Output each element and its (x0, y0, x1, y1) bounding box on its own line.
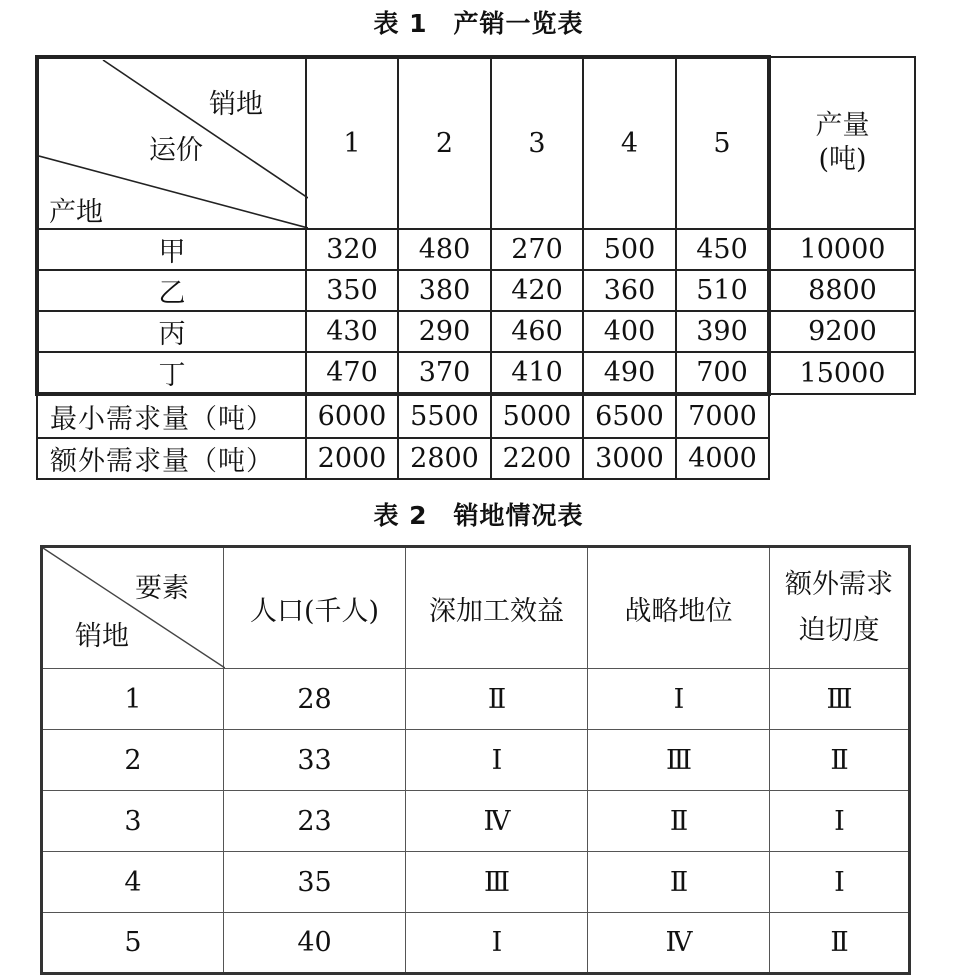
price-cell: 270 (491, 229, 583, 270)
site-cell: 5 (42, 913, 224, 974)
demand-cell: 5000 (491, 394, 583, 438)
table1-caption (0, 4, 957, 40)
population-cell: 35 (224, 852, 406, 913)
demand-cell: 2000 (306, 438, 398, 479)
origin-cell: 丙 (37, 311, 306, 352)
urgency-cell: Ⅲ (770, 669, 910, 730)
header-population: 人口(千人) (224, 547, 406, 669)
demand-cell: 5500 (398, 394, 491, 438)
price-cell: 700 (676, 352, 769, 394)
table1-caption-number: 表 1 (373, 9, 428, 38)
demand-cell: 4000 (676, 438, 769, 479)
origin-cell: 乙 (37, 270, 306, 311)
corner-label-factor: 要素 (135, 573, 189, 604)
price-cell: 370 (398, 352, 491, 394)
corner-label-site: 销地 (75, 621, 129, 652)
output-header-line1: 产量 (815, 110, 870, 141)
header-strategic-position: 战略地位 (588, 547, 770, 669)
site-cell: 2 (42, 730, 224, 791)
corner-label-origin: 产地 (49, 196, 103, 228)
table-row (37, 311, 915, 352)
processing-cell: Ⅰ (406, 730, 588, 791)
processing-cell: Ⅱ (406, 669, 588, 730)
table1-caption-title: 产销一览表 (453, 9, 584, 38)
price-cell: 380 (398, 270, 491, 311)
output-cell: 8800 (769, 270, 915, 311)
header-processing-benefit: 深加工效益 (406, 547, 588, 669)
table2-caption-number: 表 2 (373, 501, 428, 530)
output-header-line2: (吨) (818, 144, 867, 175)
output-cell: 9200 (769, 311, 915, 352)
price-cell: 290 (398, 311, 491, 352)
price-cell: 490 (583, 352, 676, 394)
site-cell: 3 (42, 791, 224, 852)
strategic-cell: Ⅳ (588, 913, 770, 974)
column-header: 2 (398, 57, 491, 229)
table-row (37, 229, 915, 270)
price-cell: 460 (491, 311, 583, 352)
price-cell: 470 (306, 352, 398, 394)
processing-cell: Ⅲ (406, 852, 588, 913)
table-row (42, 791, 910, 852)
demand-cell: 7000 (676, 394, 769, 438)
urgency-cell: Ⅱ (770, 913, 910, 974)
corner-label-freight: 运价 (149, 134, 203, 166)
demand-cell: 2200 (491, 438, 583, 479)
price-cell: 400 (583, 311, 676, 352)
corner-label-sales-site: 销地 (209, 88, 263, 120)
table-row (37, 352, 915, 394)
min-demand-label: 最小需求量（吨） (37, 394, 306, 438)
origin-cell: 丁 (37, 352, 306, 394)
price-cell: 390 (676, 311, 769, 352)
demand-cell: 6500 (583, 394, 676, 438)
urgency-cell: Ⅰ (770, 791, 910, 852)
price-cell: 430 (306, 311, 398, 352)
production-sales-table (35, 55, 916, 480)
demand-cell: 6000 (306, 394, 398, 438)
price-cell: 510 (676, 270, 769, 311)
price-cell: 450 (676, 229, 769, 270)
table-row (42, 852, 910, 913)
price-cell: 360 (583, 270, 676, 311)
extra-demand-label: 额外需求量（吨） (37, 438, 306, 479)
origin-cell: 甲 (37, 229, 306, 270)
empty-cell (769, 438, 915, 479)
corner-diagonal-header (42, 547, 224, 669)
table-row (42, 669, 910, 730)
header-urgency-line2: 迫切度 (798, 615, 880, 646)
price-cell: 420 (491, 270, 583, 311)
table-row (42, 730, 910, 791)
diagonal-line (43, 548, 225, 668)
price-cell: 500 (583, 229, 676, 270)
table2-caption-title: 销地情况表 (453, 501, 584, 530)
column-header: 4 (583, 57, 676, 229)
header-urgency-line1: 额外需求 (785, 569, 893, 600)
site-cell: 1 (42, 669, 224, 730)
strategic-cell: Ⅱ (588, 791, 770, 852)
header-urgency (770, 547, 910, 669)
population-cell: 23 (224, 791, 406, 852)
strategic-cell: Ⅱ (588, 852, 770, 913)
output-cell: 15000 (769, 352, 915, 394)
table2-caption (0, 496, 957, 532)
table-row (37, 270, 915, 311)
population-cell: 40 (224, 913, 406, 974)
price-cell: 320 (306, 229, 398, 270)
min-demand-row (37, 394, 915, 438)
sales-site-table (40, 545, 911, 975)
urgency-cell: Ⅰ (770, 852, 910, 913)
site-cell: 4 (42, 852, 224, 913)
empty-cell (769, 394, 915, 438)
price-cell: 410 (491, 352, 583, 394)
output-cell: 10000 (769, 229, 915, 270)
extra-demand-row (37, 438, 915, 479)
table-row (42, 913, 910, 974)
price-cell: 350 (306, 270, 398, 311)
price-cell: 480 (398, 229, 491, 270)
processing-cell: Ⅳ (406, 791, 588, 852)
corner-diagonal-header (37, 57, 306, 229)
column-header: 3 (491, 57, 583, 229)
column-header: 1 (306, 57, 398, 229)
strategic-cell: Ⅲ (588, 730, 770, 791)
processing-cell: Ⅰ (406, 913, 588, 974)
demand-cell: 2800 (398, 438, 491, 479)
population-cell: 28 (224, 669, 406, 730)
strategic-cell: Ⅰ (588, 669, 770, 730)
population-cell: 33 (224, 730, 406, 791)
urgency-cell: Ⅱ (770, 730, 910, 791)
output-header (769, 57, 915, 229)
column-header: 5 (676, 57, 769, 229)
demand-cell: 3000 (583, 438, 676, 479)
